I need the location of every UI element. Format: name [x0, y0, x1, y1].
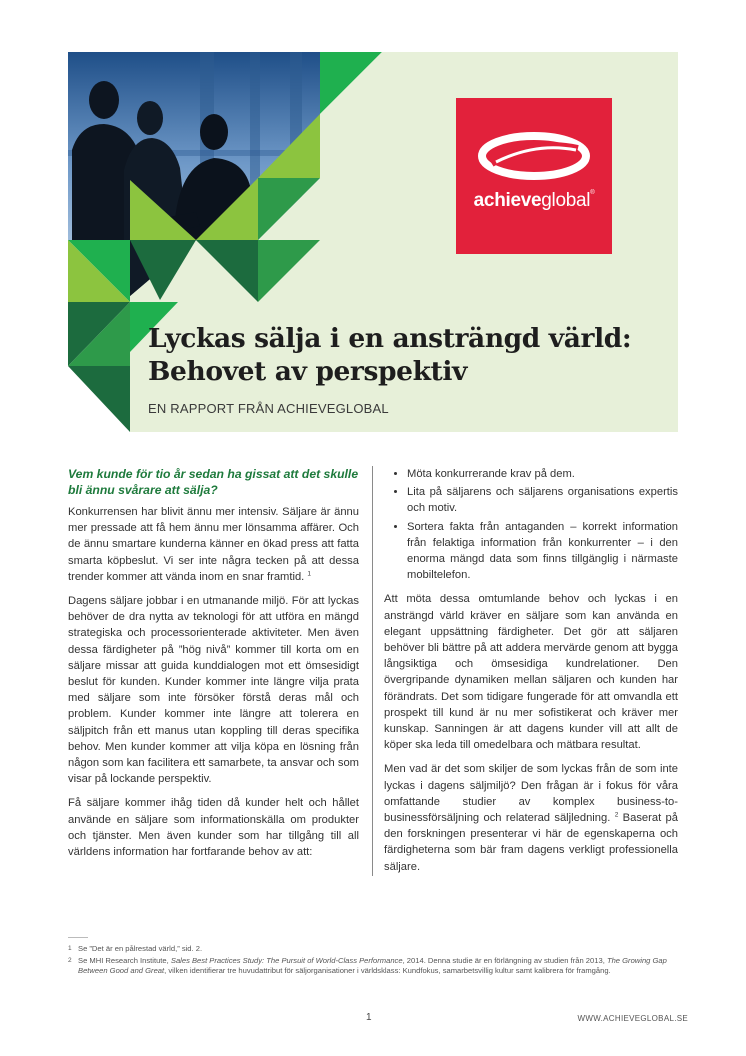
- paragraph: [68, 504, 359, 585]
- paragraph-text: Baserat på den forskningen presenterar vi här de egenskaperna och färdigheterna som bär fram dagens verkligt professionella säljare.: [384, 812, 678, 873]
- needs-list: [384, 466, 678, 583]
- achieveglobal-logo: [456, 98, 612, 254]
- logo-bold: achieve: [473, 190, 542, 211]
- list-item: • Sortera fakta från antaganden – korrekt information från felaktiga information från konkurrenter – i den enorma mängd data som finns tillgänglig i närmaste mobiltelefon.: [407, 519, 678, 584]
- footnote-citation: The Growing Gap Between Good and Great: [78, 955, 667, 975]
- list-item: • Lita på säljarens och säljarens organisations expertis och motiv.: [407, 484, 678, 516]
- right-column: [384, 466, 678, 883]
- footnote-text: , vilken identifierar tre huvudattribut för säljorganisationer i världsklass: Kundfokus, samarbetsvillig kultur samt kalibrera för framgång.: [164, 966, 611, 975]
- swoosh-icon: [456, 98, 612, 188]
- list-item: • Möta konkurrerande krav på dem.: [407, 466, 678, 482]
- footnote-number: 2: [68, 956, 72, 964]
- footnote-text: , 2014. Denna studie är en förlängning av studien från 2013,: [402, 955, 605, 965]
- page-title: [148, 322, 688, 388]
- footnote-text: Se MHI Research Institute,: [78, 955, 169, 965]
- footnote-ref: 2: [614, 811, 619, 819]
- paragraph: Dagens säljare jobbar i en utmanande miljö. För att lyckas behöver de dra nytta av teknologi för att utföra en mängd strategiska och processorienterade aktiviteter. Men även dessa färdigheter på ”hög nivå” kommer till korta om en säljare missar att guida kunddialogen mot ett ömsesidigt beslut för kunden. Kunder kommer inte längre vilja prata med säljare som inte försöker förstå deras mål och problem. Kunder kommer inte längre att tolerera en säljpitch från ett manus utan koppling till deras specifika behov. Men kunder kommer att vilja köpa en lösning från någon som kan facilitera ett samarbete, ta ansvar och som visar på lockande perspektiv.: [68, 595, 359, 786]
- page-number: 1: [366, 1012, 372, 1023]
- left-column: [68, 466, 359, 868]
- column-divider: [372, 466, 373, 876]
- page-subtitle: EN RAPPORT FRÅN ACHIEVEGLOBAL: [148, 401, 389, 416]
- paragraph-text: Konkurrensen har blivit ännu mer intensiv. Säljare är ännu mer pressade att få hem ännu mer lönsamma affärer. Och de ännu smartare kunderna känner en ökad press att fatta smarta köpbeslut. Vi ser inte några tecken på att dessa trender kommer att vända inom en snar framtid.: [68, 506, 359, 583]
- footnote-text: Se ”Det är en pålrestad värld,” sid. 2.: [78, 944, 203, 953]
- title-line-2: Behovet av perspektiv: [148, 356, 468, 387]
- website-url: WWW.ACHIEVEGLOBAL.SE: [577, 1014, 688, 1023]
- lead-question: Vem kunde för tio år sedan ha gissat att det skulle bli ännu svårare att sälja?: [68, 467, 359, 497]
- footnote-citation: Sales Best Practices Study: The Pursuit of World-Class Performance: [170, 955, 403, 965]
- footnote-ref: 1: [307, 570, 312, 578]
- paragraph: Få säljare kommer ihåg tiden då kunder helt och hållet använde en säljare som informationskälla om produkter och tjänster. Men även kunder som har tillgång till all världens information har fortfarande behov av att:: [68, 797, 359, 859]
- logo-wordmark: [456, 190, 612, 212]
- logo-light: global: [541, 190, 591, 211]
- footnote-1: [68, 944, 688, 955]
- title-line-1: Lyckas sälja i en ansträngd värld:: [148, 323, 632, 354]
- footnotes: [68, 944, 688, 978]
- footnote-rule: [68, 937, 88, 938]
- footnote-number: 1: [68, 945, 72, 952]
- footnote-2: [68, 956, 688, 977]
- paragraph-text: Men vad är det som skiljer de som lyckas från de som inte lyckas i dagens säljmiljö? Den frågan är i fokus för våra omfattande studier av komplex business-to-businessförsäljning och relaterad säljledning.: [384, 763, 678, 825]
- paragraph: [384, 761, 678, 874]
- paragraph: Att möta dessa omtumlande behov och lyckas i en ansträngd värld kräver en säljare som kan använda en elegant uppsättning färdigheter. Det gör att säljaren behöver bli bättre på att addera mervärde genom att bygga långsiktiga och ömsesidiga kundrelationer. Den övergripande dynamiken mellan säljaren och kunden har förändrats. Det som tidigare fungerade för att omvandla ett prospekt till kund är nu mer sofistikerat och kräver mer kunskap. Sanningen är att dagens kunder vill att allt de köper ska leda till omedelbara och mätbara resultat.: [384, 593, 678, 752]
- logo-registered: ®: [590, 190, 595, 196]
